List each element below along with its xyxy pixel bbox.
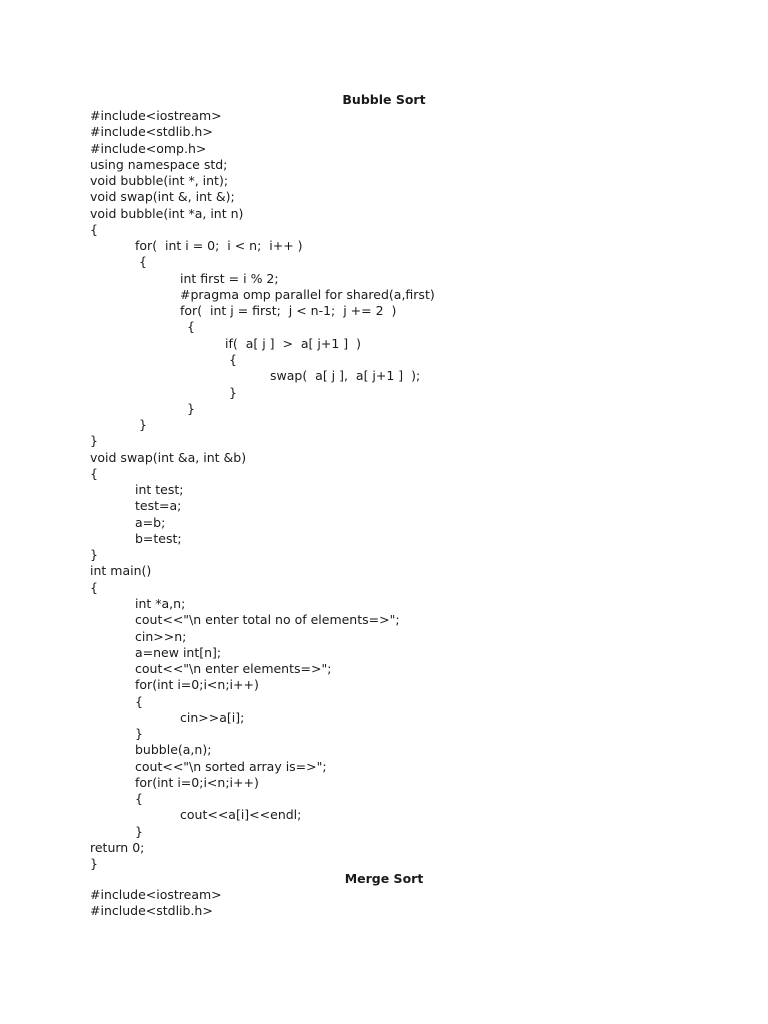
code-line: for(int i=0;i<n;i++): [135, 677, 259, 693]
code-line: #include<omp.h>: [90, 140, 207, 156]
code-line: void swap(int &a, int &b): [90, 449, 247, 465]
code-line: {: [135, 693, 143, 709]
code-line: {: [187, 319, 195, 335]
code-line: if( a[ j ] > a[ j+1 ] ): [225, 335, 361, 351]
code-line: int test;: [135, 482, 184, 498]
code-line: cout<<"\n enter elements=>";: [135, 661, 332, 677]
code-line: #pragma omp parallel for shared(a,first): [180, 286, 435, 302]
code-line: cout<<"\n sorted array is=>";: [135, 758, 327, 774]
section-title-bubble-sort: Bubble Sort: [342, 92, 426, 107]
code-block-bubble-sort: [90, 108, 730, 872]
code-line: cin>>a[i];: [180, 709, 245, 725]
code-line: int *a,n;: [135, 595, 186, 611]
code-line: swap( a[ j ], a[ j+1 ] );: [270, 368, 421, 384]
code-line: }: [90, 856, 98, 872]
code-line: return 0;: [90, 839, 145, 855]
code-line: {: [229, 351, 237, 367]
code-block-merge-sort: [90, 887, 730, 920]
code-line: }: [187, 400, 195, 416]
code-line: {: [90, 465, 98, 481]
code-line: }: [90, 433, 98, 449]
code-line: a=b;: [135, 514, 166, 530]
code-line: {: [90, 579, 98, 595]
code-line: for(int i=0;i<n;i++): [135, 774, 259, 790]
code-line: void bubble(int *, int);: [90, 173, 229, 189]
code-line: #include<stdlib.h>: [90, 903, 213, 919]
code-line: cout<<"\n enter total no of elements=>";: [135, 612, 400, 628]
code-line: for( int j = first; j < n-1; j += 2 ): [180, 303, 397, 319]
section-title-merge-sort: Merge Sort: [344, 871, 424, 886]
code-line: }: [135, 823, 143, 839]
code-line: int main(): [90, 563, 152, 579]
code-line: {: [139, 254, 147, 270]
code-line: for( int i = 0; i < n; i++ ): [135, 238, 303, 254]
code-line: #include<stdlib.h>: [90, 124, 213, 140]
code-line: }: [229, 384, 237, 400]
code-line: bubble(a,n);: [135, 742, 212, 758]
code-line: void swap(int &, int &);: [90, 189, 235, 205]
code-line: b=test;: [135, 530, 182, 546]
code-line: int first = i % 2;: [180, 270, 279, 286]
code-line: {: [90, 221, 98, 237]
code-line: {: [135, 791, 143, 807]
code-line: cout<<a[i]<<endl;: [180, 807, 302, 823]
code-line: #include<iostream>: [90, 108, 222, 123]
code-line: }: [90, 547, 98, 563]
code-line: cin>>n;: [135, 628, 187, 644]
code-line: a=new int[n];: [135, 644, 222, 660]
code-line: }: [135, 726, 143, 742]
code-line: #include<iostream>: [90, 887, 222, 902]
code-line: void bubble(int *a, int n): [90, 205, 244, 221]
code-line: using namespace std;: [90, 156, 228, 172]
code-line: test=a;: [135, 498, 182, 514]
code-line: }: [139, 417, 147, 433]
